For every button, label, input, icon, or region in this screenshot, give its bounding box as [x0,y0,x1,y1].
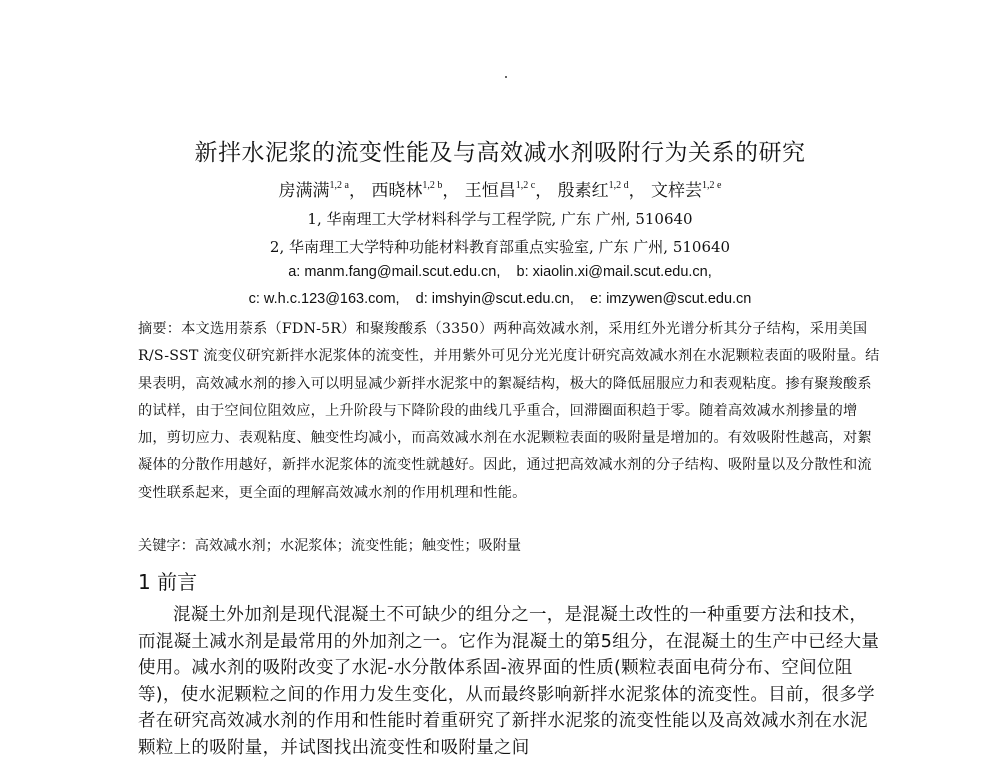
affiliation-1: 1, 华南理工大学材料科学与工程学院, 广东 广州, 510640 [307,210,693,228]
author-line: 房满满$^{1,2 a}$， 西晓林$^{1,2 b}$， 王恒昌$^{1,2 c}$， 殷素红$^{1,2 d}$， 文梓芸$^{1,2 e}$ [278,180,722,201]
abstract-text: 本文选用萘系（FDN-5R）和聚羧酸系（3350）两种高效减水剂，采用红外光谱分析其分子结构，采用美国 R/S-SST 流变仪研究新拌水泥浆体的流变性，并用紫外可见分光光度计研究高效减水剂在水泥颗粒表面的吸附量。结果表明，高效减水剂的掺入可以明显减少新拌水泥浆中的絮凝结构，极大的降低屈服应力和表观粘度。掺有聚羧酸系的试样，由于空间位阻效应，上升阶段与下降阶段的曲线几乎重合，回滞圈面积趋于零。随着高效减水剂掺量的增加，剪切应力、表观粘度、触变性均减小，而高效减水剂在水泥颗粒表面的吸附量是增加的。有效吸附性越高，对絮凝体的分散作用越好，新拌水泥浆体的流变性就越好。因此，通过把高效减水剂的分子结构、吸附量以及分散性和流变性联系起来，更全面的理解高效减水剂的作用机理和性能。 [138,321,880,501]
email-line-1: a: manm.fang@mail.scut.edu.cn, b: xiaolin.xi@mail.scut.edu.cn, [288,264,712,280]
author: 房满满$^{1,2 a}$ [278,180,349,201]
section-heading: 1 前言 [138,570,198,594]
affiliation-2: 2, 华南理工大学特种功能材料教育部重点实验室, 广东 广州, 510640 [269,238,731,256]
body-paragraph: 混凝土外加剂是现代混凝土不可缺少的组分之一，是混凝土改性的一种重要方法和技术，而混凝土减水剂是最常用的外加剂之一。它作为混凝土的第5组分，在混凝土的生产中已经大量使用。减水剂的吸附改变了水泥-水分散体系固-液界面的性质(颗粒表面电荷分布、空间位阻等)，使水泥颗粒之间的作用力发生变化，从而最终影响新拌水泥浆体的流变性。目前，很多学者在研究高效减水剂的作用和性能时着重研究了新拌水泥浆的流变性能以及高效减水剂在水泥颗粒上的吸附量，并试图找出流变性和吸附量之间 [138,605,880,758]
email-line-2: c: w.h.c.123@163.com, d: imshyin@scut.edu.cn, e: imzywen@scut.edu.cn [248,291,752,307]
scan-speck [505,76,507,78]
abstract-label: 摘要： [138,321,182,337]
author: 殷素红$^{1,2 d}$ [557,180,629,201]
abstract [138,316,880,507]
author: 王恒昌$^{1,2 c}$ [464,180,536,201]
keywords-text: 高效减水剂；水泥浆体；流变性能；触变性；吸附量 [194,538,522,554]
paper-title: 新拌水泥浆的流变性能及与高效减水剂吸附行为关系的研究 [194,140,806,166]
keywords [138,535,880,555]
author: 文梓芸$^{1,2 e}$ [651,180,722,201]
keywords-label: 关键字： [138,538,195,554]
author: 西晓林$^{1,2 b}$ [371,180,443,201]
